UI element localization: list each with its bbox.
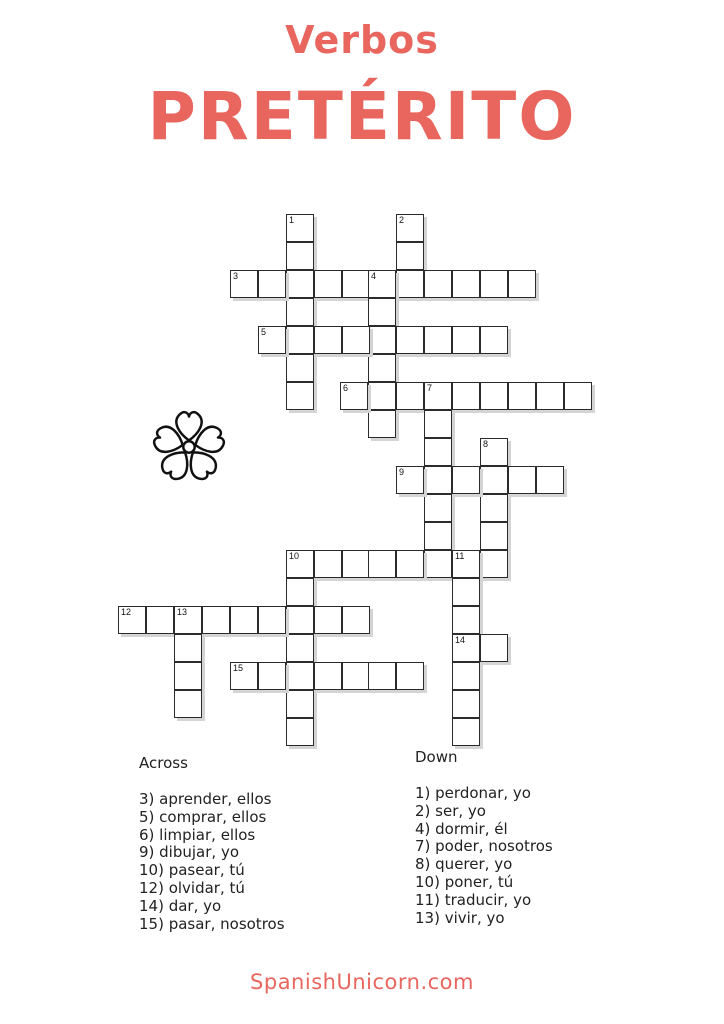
- crossword-cell[interactable]: [368, 298, 396, 326]
- crossword-cell[interactable]: [368, 270, 396, 298]
- crossword-cell[interactable]: [368, 354, 396, 382]
- crossword-cell[interactable]: [452, 466, 480, 494]
- crossword-cell[interactable]: [286, 634, 314, 662]
- clue-number: 6: [343, 383, 349, 393]
- crossword-cell[interactable]: [340, 382, 368, 410]
- crossword-cell[interactable]: [452, 662, 480, 690]
- clue-number: 5: [261, 327, 267, 337]
- crossword-cell[interactable]: [258, 662, 286, 690]
- crossword-cell[interactable]: [202, 606, 230, 634]
- crossword-cell[interactable]: [286, 662, 314, 690]
- crossword-cell[interactable]: [452, 634, 480, 662]
- crossword-cell[interactable]: [452, 606, 480, 634]
- crossword-cell[interactable]: [452, 718, 480, 746]
- across-clue: 5) comprar, ellos: [139, 807, 267, 826]
- crossword-cell[interactable]: [480, 466, 508, 494]
- crossword-cell[interactable]: [342, 662, 370, 690]
- clue-number: 3: [233, 271, 239, 281]
- clue-number: 2: [399, 215, 405, 225]
- crossword-cell[interactable]: [286, 354, 314, 382]
- crossword-cell[interactable]: [174, 634, 202, 662]
- down-clue: 8) querer, yo: [415, 855, 513, 874]
- crossword-cell[interactable]: [480, 522, 508, 550]
- clue-number: 12: [121, 607, 132, 617]
- crossword-cell[interactable]: [508, 466, 536, 494]
- clue-number: 13: [177, 607, 188, 617]
- clue-number: 15: [233, 663, 244, 673]
- crossword-cell[interactable]: [424, 410, 452, 438]
- crossword-cell[interactable]: [396, 270, 424, 298]
- down-clue: 13) vivir, yo: [415, 908, 505, 927]
- crossword-cell[interactable]: [424, 438, 452, 466]
- crossword-cell[interactable]: [174, 690, 202, 718]
- crossword-cell[interactable]: [508, 382, 536, 410]
- across-clue: 9) dibujar, yo: [139, 843, 239, 862]
- across-clue: 6) limpiar, ellos: [139, 825, 256, 844]
- crossword-cell[interactable]: [424, 270, 452, 298]
- crossword-cell[interactable]: [424, 522, 452, 550]
- crossword-cell[interactable]: [480, 550, 508, 578]
- crossword-cell[interactable]: [396, 466, 424, 494]
- crossword-cell[interactable]: [286, 214, 314, 242]
- page-title: PRETÉRITO: [147, 78, 577, 155]
- crossword-cell[interactable]: [342, 270, 370, 298]
- crossword-cell[interactable]: [286, 690, 314, 718]
- crossword-cell[interactable]: [536, 466, 564, 494]
- crossword-cell[interactable]: [452, 550, 480, 578]
- crossword-cell[interactable]: [230, 606, 258, 634]
- crossword-cell[interactable]: [424, 382, 452, 410]
- crossword-cell[interactable]: [174, 606, 202, 634]
- clue-number: 11: [455, 551, 465, 561]
- across-heading: Across: [139, 754, 188, 772]
- crossword-cell[interactable]: [286, 578, 314, 606]
- down-clue: 10) poner, tú: [415, 872, 514, 891]
- down-clues: [415, 748, 553, 927]
- crossword-cell[interactable]: [396, 326, 424, 354]
- crossword-cell[interactable]: [146, 606, 174, 634]
- crossword-cell[interactable]: [368, 326, 396, 354]
- down-heading: Down: [415, 748, 458, 766]
- across-clue: 3) aprender, ellos: [139, 790, 272, 808]
- crossword-cell[interactable]: [258, 270, 286, 298]
- crossword-cell[interactable]: [368, 662, 396, 690]
- crossword-cell[interactable]: [286, 718, 314, 746]
- crossword-cell[interactable]: [536, 382, 564, 410]
- down-clue: 1) perdonar, yo: [415, 784, 531, 802]
- across-clue-list: [139, 791, 285, 933]
- crossword-cell[interactable]: [258, 326, 286, 354]
- crossword-cell[interactable]: [368, 382, 396, 410]
- across-clue: 12) olvidar, tú: [139, 878, 245, 897]
- crossword-cell[interactable]: [342, 606, 370, 634]
- crossword-cell[interactable]: [258, 606, 286, 634]
- clue-number: 1: [289, 215, 295, 225]
- crossword-cell[interactable]: [480, 270, 508, 298]
- crossword-cell[interactable]: [368, 410, 396, 438]
- crossword-cell[interactable]: [286, 298, 314, 326]
- crossword-cell[interactable]: [286, 326, 314, 354]
- crossword-cell[interactable]: [452, 270, 480, 298]
- across-clue: 10) pasear, tú: [139, 861, 245, 880]
- crossword-cell[interactable]: [396, 242, 424, 270]
- crossword-cell[interactable]: [452, 578, 480, 606]
- flower-icon: [149, 405, 229, 489]
- crossword-cell[interactable]: [286, 606, 314, 634]
- crossword-cell[interactable]: [508, 270, 536, 298]
- clue-number: 7: [427, 383, 433, 393]
- crossword-cell[interactable]: [286, 550, 314, 578]
- crossword-cell[interactable]: [424, 326, 452, 354]
- crossword-cell[interactable]: [314, 550, 342, 578]
- crossword-cell[interactable]: [314, 606, 342, 634]
- crossword-cell[interactable]: [396, 662, 424, 690]
- footer-site[interactable]: SpanishUnicorn.com: [250, 970, 474, 994]
- clue-number: 10: [289, 551, 300, 561]
- down-clue: 7) poder, nosotros: [415, 837, 553, 856]
- crossword-cell[interactable]: [230, 662, 258, 690]
- crossword-cell[interactable]: [368, 550, 396, 578]
- crossword-cell[interactable]: [174, 662, 202, 690]
- down-clue: 11) traducir, yo: [415, 890, 532, 909]
- crossword-cell[interactable]: [396, 550, 424, 578]
- crossword-cell[interactable]: [424, 494, 452, 522]
- crossword-cell[interactable]: [286, 270, 314, 298]
- crossword-cell[interactable]: [342, 326, 370, 354]
- crossword-cell[interactable]: [480, 634, 508, 662]
- crossword-cell[interactable]: [314, 662, 342, 690]
- down-clue: 4) dormir, él: [415, 819, 508, 838]
- crossword-cell[interactable]: [118, 606, 146, 634]
- crossword-cell[interactable]: [396, 382, 424, 410]
- crossword-cell[interactable]: [452, 690, 480, 718]
- crossword-cell[interactable]: [452, 382, 480, 410]
- crossword-cell[interactable]: [480, 438, 508, 466]
- crossword-cell[interactable]: [230, 270, 258, 298]
- crossword-cell[interactable]: [424, 466, 452, 494]
- clue-number: 9: [399, 467, 405, 477]
- crossword-cell[interactable]: [480, 494, 508, 522]
- crossword-cell[interactable]: [424, 550, 452, 578]
- across-clues: [139, 754, 285, 933]
- crossword-cell[interactable]: [286, 382, 314, 410]
- clue-number: 4: [371, 271, 377, 281]
- across-clue: 15) pasar, nosotros: [139, 914, 285, 933]
- across-clue: 14) dar, yo: [139, 896, 222, 915]
- crossword-cell[interactable]: [286, 242, 314, 270]
- down-clue: 2) ser, yo: [415, 801, 486, 820]
- clue-number: 8: [483, 439, 489, 449]
- crossword-cell[interactable]: [452, 326, 480, 354]
- clue-number: 14: [455, 635, 466, 645]
- crossword-cell[interactable]: [564, 382, 592, 410]
- crossword-cell[interactable]: [480, 326, 508, 354]
- crossword-cell[interactable]: [314, 270, 342, 298]
- down-clue-list: [415, 785, 553, 927]
- crossword-cell[interactable]: [342, 550, 370, 578]
- crossword-cell[interactable]: [396, 214, 424, 242]
- crossword-cell[interactable]: [480, 382, 508, 410]
- subtitle: Verbos: [285, 18, 439, 62]
- crossword-cell[interactable]: [314, 326, 342, 354]
